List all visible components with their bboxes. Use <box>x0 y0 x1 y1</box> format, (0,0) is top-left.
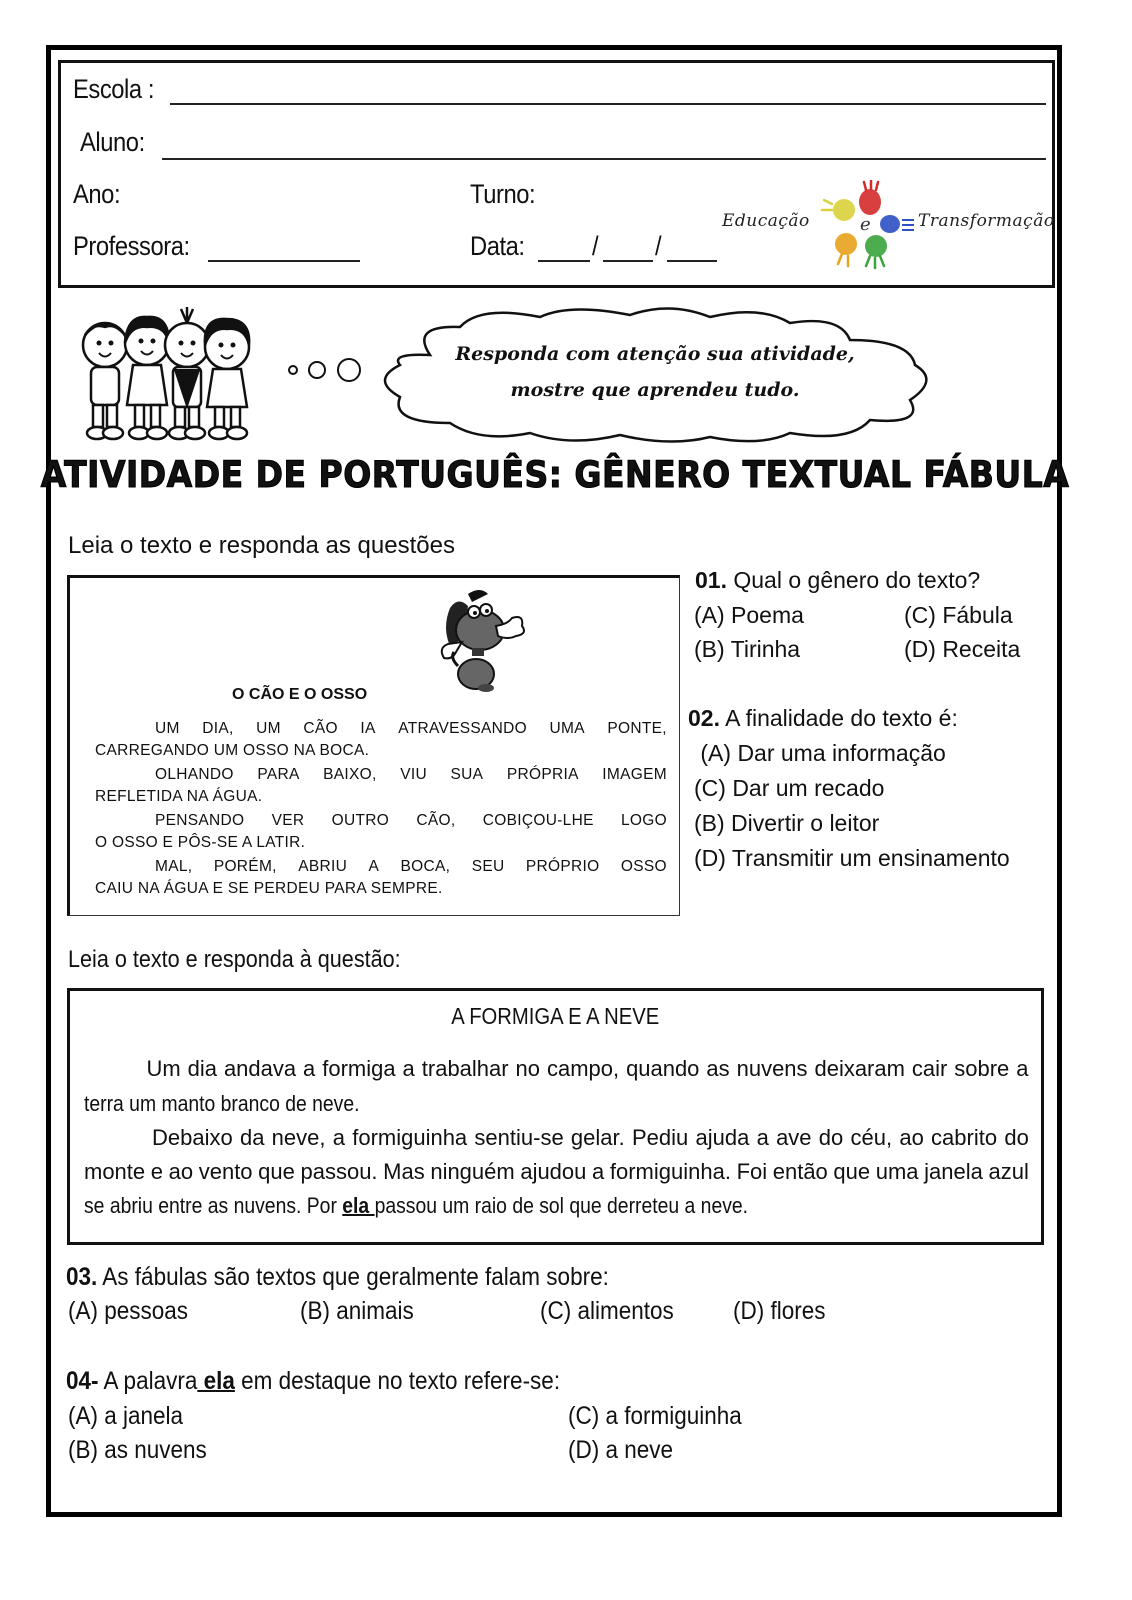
question-text: A finalidade do texto é: <box>719 705 958 731</box>
story-line-1: UM DIA, UM CÃO IA ATRAVESSANDO UMA PONTE, <box>155 720 667 737</box>
logo-right-text: Transformação <box>918 211 1055 231</box>
q2-option-a[interactable]: (A) Dar uma informação <box>694 740 946 766</box>
question-03 <box>66 1263 609 1292</box>
q2-option-d[interactable]: (D) Transmitir um ensinamento <box>694 845 1010 871</box>
cloud-line-1: Responda com atenção sua atividade, <box>455 343 855 365</box>
teacher-label: Professora: <box>73 231 190 261</box>
student-field[interactable] <box>162 158 1046 160</box>
story-body <box>95 720 667 904</box>
date-separator: / <box>592 231 599 261</box>
school-label: Escola : <box>73 74 155 104</box>
school-field[interactable] <box>170 103 1046 105</box>
question-04: 04- A palavra ela em destaque no texto refere-se: <box>66 1367 561 1395</box>
question-number: 03. <box>66 1263 98 1291</box>
student-label: Aluno: <box>80 127 145 157</box>
story-line-2: CARREGANDO UM OSSO NA BOCA. <box>95 742 370 759</box>
teacher-field[interactable] <box>208 260 360 262</box>
q1-option-a[interactable]: (A) Poema <box>694 602 804 628</box>
section1-instruction: Leia o texto e responda as questões <box>68 532 455 559</box>
q2-option-b[interactable]: (B) Divertir o leitor <box>694 810 880 836</box>
q3-option-d[interactable]: (D) flores <box>733 1297 826 1325</box>
question-text: As fábulas são textos que geralmente falam sobre: <box>97 1263 609 1291</box>
svg-text:e: e <box>860 214 871 235</box>
page-title: ATIVIDADE DE PORTUGUÊS: GÊNERO TEXTUAL FÁBULA <box>40 453 1070 496</box>
story-line-8: CAIU NA ÁGUA E SE PERDEU PARA SEMPRE. <box>95 880 443 897</box>
highlighted-word-ela: ela <box>342 1193 375 1218</box>
ant-line-1: Um dia andava a formiga a trabalhar no campo, quando as nuvens deixaram cair sobre a <box>146 1056 1029 1081</box>
story-line-3: OLHANDO PARA BAIXO, VIU SUA PRÓPRIA IMAGEM <box>155 766 667 783</box>
story-line-6: O OSSO E PÔS-SE A LATIR. <box>95 834 306 851</box>
story-box-formiga-neve <box>67 988 1044 1245</box>
dog-bone-illustration <box>428 588 538 696</box>
logo-left-text: Educação <box>722 211 810 231</box>
question-number: 04- <box>66 1367 99 1395</box>
colored-hands-icon <box>818 180 918 270</box>
q4-option-c[interactable]: (C) a formiguinha <box>568 1402 742 1430</box>
story-line-5: PENSANDO VER OUTRO CÃO, COBIÇOU-LHE LOGO <box>155 812 667 829</box>
q3-option-a[interactable]: (A) pessoas <box>68 1297 189 1325</box>
story-title: A FORMIGA E A NEVE <box>451 1003 660 1029</box>
logo <box>722 180 1055 270</box>
date-month-field[interactable] <box>603 260 653 262</box>
cloud-line-2: mostre que aprendeu tudo. <box>510 379 800 401</box>
question-01 <box>695 567 980 594</box>
question-number: 01. <box>695 567 727 593</box>
story-title-wrap <box>70 1003 1041 1030</box>
shift-label: Turno: <box>470 179 536 209</box>
date-label: Data: <box>470 231 525 261</box>
cloud-shape <box>370 305 940 445</box>
q1-option-b[interactable]: (B) Tirinha <box>694 636 801 662</box>
section2-instruction: Leia o texto e responda à questão: <box>68 946 401 973</box>
story-box-cao-osso <box>67 575 680 916</box>
ant-line-5: se abriu entre as nuvens. Por ela passou um raio de sol que derreteu a neve. <box>84 1193 749 1218</box>
thought-cloud <box>370 305 940 445</box>
ant-line-2: terra um manto branco de neve. <box>84 1091 360 1116</box>
story-title: O CÃO E O OSSO <box>232 686 368 703</box>
ant-line-4: monte e ao vento que passou. Mas ninguém ajudou a formiguinha. Foi então que uma janela azul <box>84 1159 1029 1184</box>
q4-option-a[interactable]: (A) a janela <box>68 1402 184 1430</box>
date-year-field[interactable] <box>667 260 717 262</box>
date-day-field[interactable] <box>538 260 590 262</box>
year-label: Ano: <box>73 179 121 209</box>
q1-option-d[interactable]: (D) Receita <box>904 636 1021 662</box>
story-line-4: REFLETIDA NA ÁGUA. <box>95 788 263 805</box>
question-02 <box>688 705 958 732</box>
highlighted-word-ela: ela <box>197 1367 235 1395</box>
story-line-7: MAL, PORÉM, ABRIU A BOCA, SEU PRÓPRIO OSSO <box>155 858 667 875</box>
q1-option-c[interactable]: (C) Fábula <box>904 602 1013 628</box>
q3-option-b[interactable]: (B) animais <box>300 1297 414 1325</box>
thought-dots-icon <box>285 355 365 385</box>
question-text: Qual o gênero do texto? <box>726 567 981 593</box>
q2-option-c[interactable]: (C) Dar um recado <box>694 775 885 801</box>
q4-option-b[interactable]: (B) as nuvens <box>68 1436 207 1464</box>
question-number: 02. <box>688 705 720 731</box>
q3-option-c[interactable]: (C) alimentos <box>540 1297 674 1325</box>
children-illustration <box>75 305 260 445</box>
q4-option-d[interactable]: (D) a neve <box>568 1436 674 1464</box>
ant-line-3: Debaixo da neve, a formiguinha sentiu-se gelar. Pediu ajuda a ave do céu, ao cabrito do <box>152 1125 1029 1150</box>
date-separator: / <box>655 231 662 261</box>
